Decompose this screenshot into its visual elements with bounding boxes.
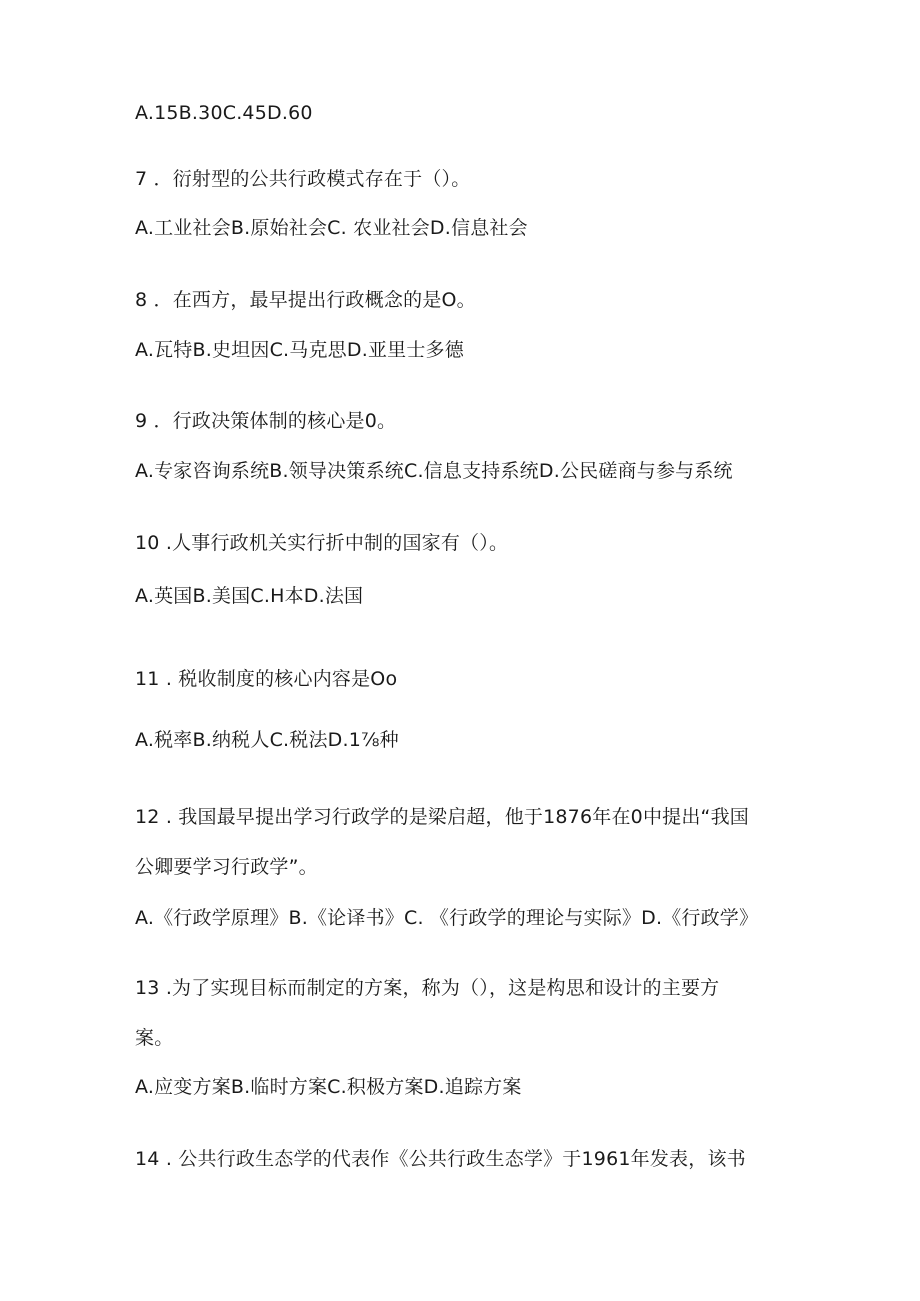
answer-options-q7: A.工业社会B.原始社会C. 农业社会D.信息社会	[135, 217, 528, 239]
question-12-continued: 公卿要学习行政学”。	[135, 856, 318, 878]
question-9: 9 ．行政决策体制的核心是0。	[135, 410, 397, 432]
question-14: 14 . 公共行政生态学的代表作《公共行政生态学》于1961年发表，该书	[135, 1148, 746, 1170]
answer-options-q9: A.专家咨询系统B.领导决策系统C.信息支持系统D.公民磋商与参与系统	[135, 460, 733, 482]
answer-options-q13: A.应变方案B.临时方案C.积极方案D.追踪方案	[135, 1076, 522, 1098]
question-12: 12 . 我国最早提出学习行政学的是梁启超，他于1876年在0中提出“我国	[135, 806, 749, 828]
answer-options-q8: A.瓦特B.史坦因C.马克思D.亚里士多德	[135, 339, 464, 361]
question-11: 11 . 税收制度的核心内容是Oo	[135, 668, 398, 690]
answer-options-q11: A.税率B.纳税人C.税法D.1⅞种	[135, 729, 399, 751]
answer-options-q12: A.《行政学原理》B.《论译书》C. 《行政学的理论与实际》D.《行政学》	[135, 907, 759, 929]
answer-options-q10: A.英国B.美国C.H本D.法国	[135, 585, 364, 607]
question-8: 8 ．在西方，最早提出行政概念的是O。	[135, 289, 476, 311]
answer-options-q6: A.15B.30C.45D.60	[135, 102, 313, 124]
question-7: 7 ．衍射型的公共行政模式存在于（）。	[135, 168, 471, 190]
question-13: 13 .为了实现目标而制定的方案，称为（），这是构思和设计的主要方	[135, 977, 720, 999]
question-10: 10 .人事行政机关实行折中制的国家有（）。	[135, 532, 509, 554]
question-13-continued: 案。	[135, 1027, 174, 1049]
